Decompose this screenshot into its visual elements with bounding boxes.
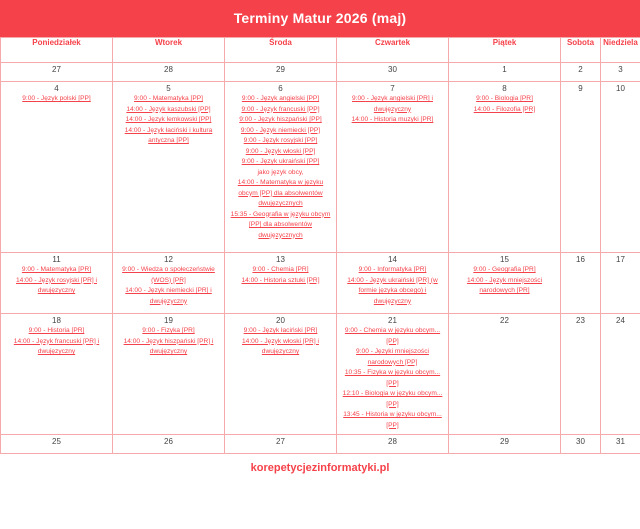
weekday-header-monday: Poniedziałek <box>1 38 113 63</box>
day-cell <box>225 314 337 435</box>
exam-event[interactable]: 9:00 - Język niemiecki [PP] <box>240 126 321 134</box>
exam-event[interactable]: 14:00 - Język lemkowski [PP] <box>125 116 212 123</box>
day-cell <box>225 253 337 314</box>
day-events <box>337 326 448 434</box>
day-cell <box>1 253 113 314</box>
day-cell <box>561 314 601 435</box>
day-events <box>1 326 112 361</box>
day-cell <box>561 82 601 253</box>
day-cell <box>337 82 449 253</box>
day-number: 22 <box>500 316 509 325</box>
day-cell <box>113 314 225 435</box>
day-number: 28 <box>164 65 173 74</box>
day-number: 24 <box>616 316 625 325</box>
calendar-week-row <box>1 314 640 435</box>
day-cell <box>113 63 225 82</box>
exam-event[interactable]: 9:00 - Język angielski [PR] i dwujęzyczny <box>352 95 433 113</box>
day-events <box>337 94 448 129</box>
day-number: 12 <box>164 255 173 264</box>
day-cell <box>113 435 225 454</box>
day-number: 23 <box>576 316 585 325</box>
day-events <box>225 94 336 244</box>
day-number: 14 <box>388 255 397 264</box>
day-cell <box>601 253 640 314</box>
day-number: 19 <box>164 316 173 325</box>
exam-event[interactable]: 9:00 - Wiedza o społeczeństwie (WOS) [PR] <box>122 266 215 284</box>
exam-event[interactable]: 15:35 - Geografia w języku obcym [PP] dla absolwentów dwujęzycznych <box>230 210 331 239</box>
day-cell <box>225 63 337 82</box>
exam-event[interactable]: 9:00 - Język włoski [PP] <box>245 147 316 155</box>
day-events <box>337 265 448 310</box>
day-number: 4 <box>54 84 59 93</box>
day-number: 13 <box>276 255 285 264</box>
day-cell <box>601 82 640 253</box>
day-number: 10 <box>616 84 625 93</box>
day-cell <box>337 253 449 314</box>
day-events <box>449 94 560 118</box>
exam-event[interactable]: 14:00 - Język kaszubski [PP] <box>126 105 211 113</box>
day-cell <box>561 63 601 82</box>
exam-event[interactable]: 14:00 - Filozofia [PR] <box>473 105 536 113</box>
day-number: 26 <box>164 437 173 446</box>
exam-event[interactable]: 9:00 - Język ukraiński [PP] <box>241 158 320 165</box>
day-number: 16 <box>576 255 585 264</box>
weekday-header-sunday: Niedziela <box>601 38 640 63</box>
day-number: 29 <box>500 437 509 446</box>
day-cell <box>449 82 561 253</box>
day-cell <box>113 253 225 314</box>
exam-event[interactable]: 14:00 - Matematyka w języku obcym [PP] dla absolwentów dwujęzycznych <box>237 179 324 207</box>
day-number: 20 <box>276 316 285 325</box>
day-number: 30 <box>388 65 397 74</box>
day-cell <box>601 314 640 435</box>
calendar-week-row <box>1 253 640 314</box>
calendar-week-row <box>1 435 640 454</box>
day-number: 2 <box>578 65 583 74</box>
exam-event[interactable]: 14:00 - Język niemiecki [PR] i dwujęzyczny <box>125 287 212 305</box>
day-number: 28 <box>388 437 397 446</box>
weekday-header-wednesday: Środa <box>225 38 337 63</box>
day-cell <box>1 63 113 82</box>
weekday-header-friday: Piątek <box>449 38 561 63</box>
exam-event[interactable]: 9:00 - Historia [PR] <box>28 327 85 334</box>
day-number: 27 <box>52 65 61 74</box>
day-number: 30 <box>576 437 585 446</box>
day-events <box>225 265 336 289</box>
exam-event[interactable]: 14:00 - Język łaciński i kultura antyczna [PP] <box>124 126 213 144</box>
exam-event[interactable]: 9:00 - Język rosyjski [PP] <box>243 137 318 144</box>
weekday-header-thursday: Czwartek <box>337 38 449 63</box>
exam-event[interactable]: 14:00 - Język francuski [PR] i dwujęzyczny <box>13 337 100 355</box>
exam-event[interactable]: 9:00 - Matematyka [PP] <box>134 95 203 102</box>
day-events <box>1 94 112 108</box>
exam-event[interactable]: 9:00 - Biologia [PR] <box>476 95 533 102</box>
day-number: 29 <box>276 65 285 74</box>
page-title: Terminy Matur 2026 (maj) <box>0 0 640 37</box>
exam-event[interactable]: 10:35 - Fizyka w języku obcym... [PP] <box>344 369 441 387</box>
day-number: 25 <box>52 437 61 446</box>
day-cell <box>225 82 337 253</box>
day-number: 5 <box>166 84 171 93</box>
day-number: 18 <box>52 316 61 325</box>
day-number: 15 <box>500 255 509 264</box>
day-number: 11 <box>52 255 61 264</box>
exam-event[interactable]: 14:00 - Historia sztuki [PR] <box>241 276 320 284</box>
calendar-week-row <box>1 82 640 253</box>
day-number: 27 <box>276 437 285 446</box>
day-number: 21 <box>388 316 397 325</box>
day-events <box>113 94 224 150</box>
day-number: 3 <box>618 65 623 74</box>
day-cell <box>449 63 561 82</box>
exam-event[interactable]: 14:00 - Język rosyjski [PR] i dwujęzyczny <box>16 276 97 294</box>
day-cell <box>337 63 449 82</box>
exam-event[interactable]: 12:10 - Biologia w języku obcym... [PP] <box>342 390 443 408</box>
day-events <box>113 265 224 310</box>
day-number: 17 <box>616 255 625 264</box>
exam-event[interactable]: 13:45 - Historia w języku obcym... [PP] <box>343 411 442 429</box>
weekday-header-tuesday: Wtorek <box>113 38 225 63</box>
exam-event[interactable]: 14:00 - Historia muzyki [PR] <box>351 116 434 123</box>
exam-event[interactable]: 9:00 - Język łaciński [PR] <box>243 327 318 334</box>
exam-event[interactable]: 9:00 - Informatyka [PR] <box>358 266 427 273</box>
exam-event[interactable]: 14:00 - Język mniejszości narodowych [PR] <box>466 276 543 294</box>
day-events <box>1 265 112 300</box>
exam-event-note: jako język obcy, <box>257 168 304 176</box>
day-cell <box>601 63 640 82</box>
exam-event[interactable]: 9:00 - Chemia [PR] <box>252 266 309 273</box>
day-number: 6 <box>278 84 283 93</box>
day-cell <box>1 314 113 435</box>
day-number: 7 <box>390 84 395 93</box>
day-cell <box>561 253 601 314</box>
exam-event[interactable]: 9:00 - Języki mniejszości narodowych [PP] <box>356 348 429 366</box>
day-number: 1 <box>502 65 507 74</box>
exam-event[interactable]: 9:00 - Chemia w języku obcym... [PP] <box>344 327 441 345</box>
day-cell <box>337 314 449 435</box>
day-number: 31 <box>616 437 625 446</box>
calendar-table <box>0 37 640 454</box>
calendar-week-row <box>1 63 640 82</box>
day-cell <box>1 82 113 253</box>
exam-event[interactable]: 14:00 - Język hiszpański [PR] i dwujęzyczny <box>123 337 214 355</box>
day-cell <box>449 314 561 435</box>
exam-event[interactable]: 9:00 - Język polski [PP] <box>22 95 91 102</box>
exam-event[interactable]: 9:00 - Geografia [PR] <box>473 266 536 273</box>
exam-event[interactable]: 9:00 - Język francuski [PP] <box>241 105 320 113</box>
day-cell <box>337 435 449 454</box>
exam-event[interactable]: 9:00 - Język angielski [PP] <box>241 95 320 102</box>
day-cell <box>561 435 601 454</box>
exam-event[interactable]: 14:00 - Język włoski [PR] i dwujęzyczny <box>242 337 319 355</box>
day-cell <box>449 435 561 454</box>
site-footer[interactable]: korepetycjezinformatyki.pl <box>250 462 390 474</box>
day-cell <box>449 253 561 314</box>
day-cell <box>225 435 337 454</box>
calendar-header-row <box>1 38 640 63</box>
exam-event[interactable]: 9:00 - Matematyka [PR] <box>21 266 92 273</box>
day-cell <box>601 435 640 454</box>
day-events <box>449 265 560 300</box>
day-events <box>113 326 224 361</box>
exam-event[interactable]: 9:00 - Fizyka [PR] <box>142 327 195 334</box>
exam-event[interactable]: 9:00 - Język hiszpański [PP] <box>239 116 322 123</box>
day-number: 9 <box>578 84 583 93</box>
day-events <box>225 326 336 361</box>
weekday-header-saturday: Sobota <box>561 38 601 63</box>
exam-event[interactable]: 14:00 - Język ukraiński [PR] (w formie języka obcego) i dwujęzyczny <box>347 276 438 305</box>
day-cell <box>1 435 113 454</box>
day-cell <box>113 82 225 253</box>
day-number: 8 <box>502 84 507 93</box>
